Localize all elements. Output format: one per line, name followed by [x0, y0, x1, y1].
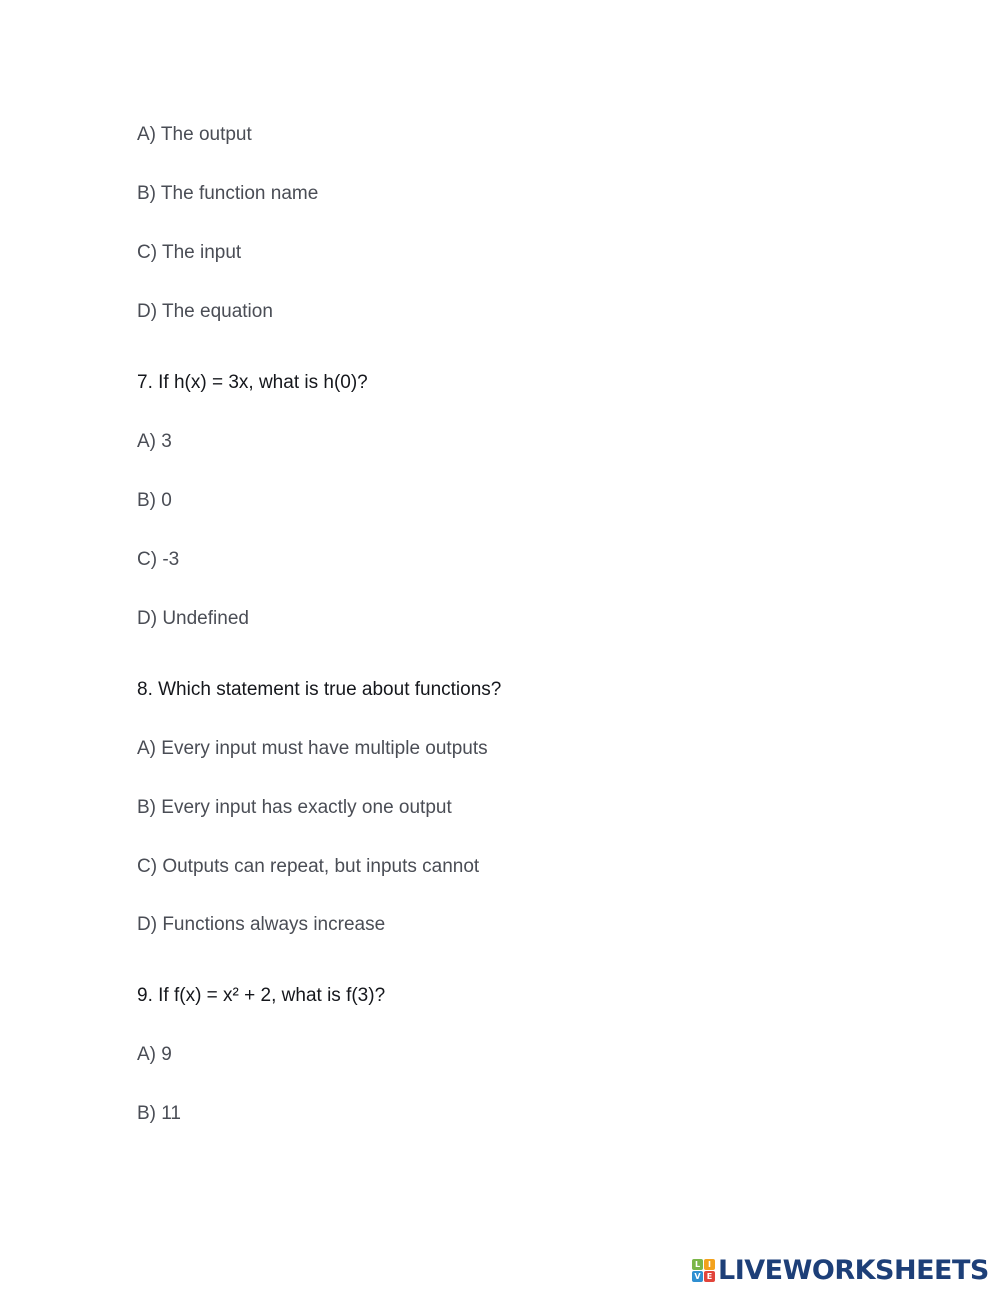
- q6-option-c[interactable]: C) The input: [137, 242, 242, 263]
- q6-option-d[interactable]: D) The equation: [137, 301, 273, 322]
- logo-mark-icon: [692, 1259, 715, 1282]
- question-8: 8. Which statement is true about functions?: [137, 679, 502, 700]
- q7-option-d[interactable]: D) Undefined: [137, 608, 249, 629]
- q6-option-a[interactable]: A) The output: [137, 124, 252, 145]
- q7-option-a[interactable]: A) 3: [137, 431, 172, 452]
- logo-text: LIVEWORKSHEETS: [718, 1254, 989, 1286]
- q8-option-d[interactable]: D) Functions always increase: [137, 914, 386, 935]
- q9-option-b[interactable]: B) 11: [137, 1103, 182, 1124]
- q7-option-c[interactable]: C) -3: [137, 549, 180, 570]
- q8-option-a[interactable]: A) Every input must have multiple outputs: [137, 738, 488, 759]
- liveworksheets-logo: [692, 1255, 989, 1285]
- q7-option-b[interactable]: B) 0: [137, 490, 172, 511]
- question-7: 7. If h(x) = 3x, what is h(0)?: [137, 372, 368, 393]
- logo-mark-i: I: [704, 1259, 715, 1270]
- logo-mark-e: E: [704, 1271, 715, 1282]
- q8-option-c[interactable]: C) Outputs can repeat, but inputs cannot: [137, 856, 480, 877]
- q9-option-a[interactable]: A) 9: [137, 1044, 172, 1065]
- question-9: 9. If f(x) = x² + 2, what is f(3)?: [137, 985, 386, 1006]
- logo-mark-l: L: [692, 1259, 703, 1270]
- q8-option-b[interactable]: B) Every input has exactly one output: [137, 797, 452, 818]
- logo-mark-v: V: [692, 1271, 703, 1282]
- q6-option-b[interactable]: B) The function name: [137, 183, 319, 204]
